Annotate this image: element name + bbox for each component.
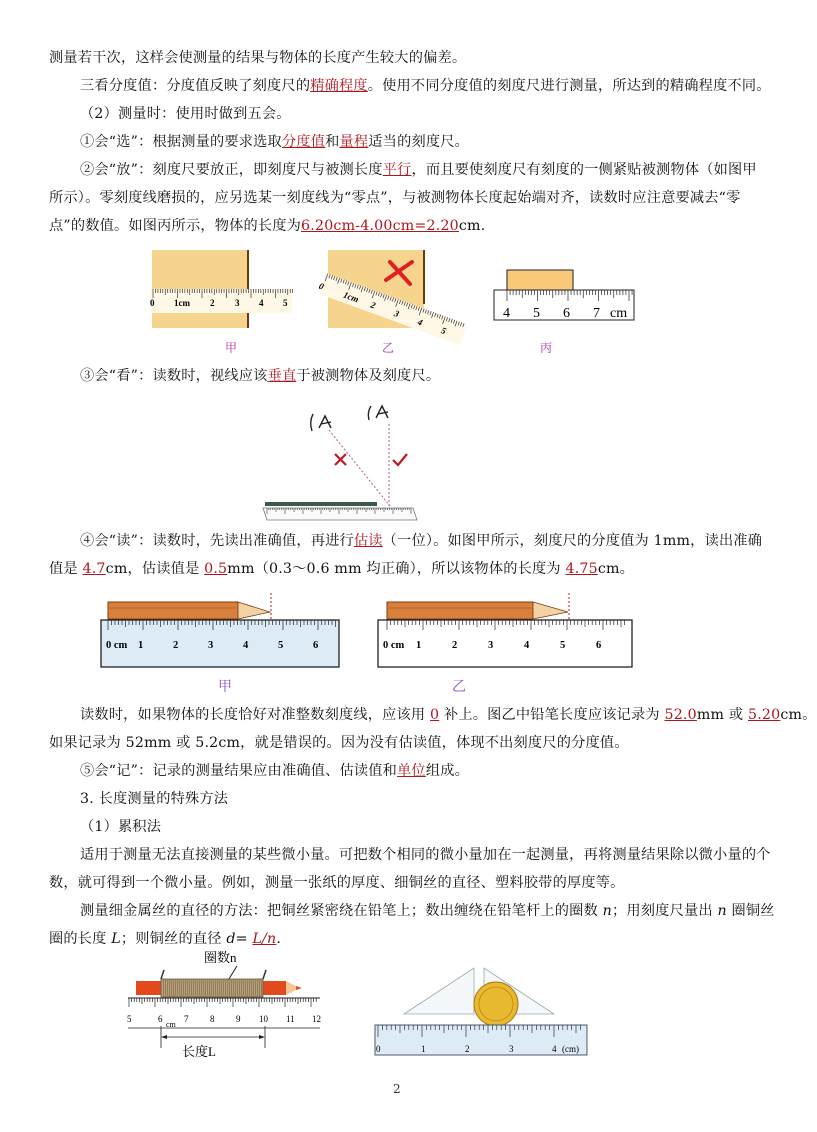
tick-label: 3	[208, 640, 214, 651]
paragraph-look	[80, 366, 752, 386]
text: =	[235, 931, 253, 947]
answer-underlined: 估读	[353, 533, 383, 549]
tick-label: 2	[369, 299, 377, 311]
paragraph-place	[80, 160, 757, 180]
tick-label: 4	[552, 1044, 557, 1054]
answer-underlined: 6.20cm-4.00cm=2.20	[301, 218, 459, 234]
figure-caption-yi: 乙	[382, 341, 395, 355]
tick-label: 3	[235, 298, 240, 308]
eye-right-icon	[368, 406, 388, 420]
subsection-heading	[80, 817, 752, 837]
answer-underlined: 单位	[397, 763, 426, 779]
text: ③会“看”：读数时，视线应该	[80, 368, 268, 384]
text: cm。	[597, 561, 635, 577]
figure-coil-wire	[124, 948, 324, 1060]
tick-label: 4	[503, 306, 510, 321]
tick-label: 12	[312, 1014, 321, 1024]
answer-underlined: 平行	[382, 162, 412, 178]
text: mm 或	[696, 707, 748, 723]
figure-pencil-reading	[98, 590, 658, 670]
text: （2）测量时：使用时做到五会。	[80, 106, 291, 122]
page-number: 2	[393, 1082, 401, 1096]
pencil-tip	[533, 602, 568, 619]
tick-label: 0	[150, 298, 155, 308]
section-heading	[80, 789, 752, 809]
tick-label: 0 cm	[383, 640, 405, 651]
tick-label: 4	[416, 316, 424, 328]
tick-label: 1cm	[174, 298, 190, 308]
correct-check-icon	[393, 454, 407, 465]
unit-label: (cm)	[562, 1044, 579, 1054]
unit-label: cm	[166, 1020, 176, 1029]
text: 测量细金属丝的直径的方法：把铜丝紧密绕在铅笔上；数出缠绕在铅笔杆上的圈数	[80, 903, 603, 919]
ruler-jia	[150, 250, 293, 328]
length-label: 长度L	[182, 1044, 216, 1059]
ruler-bing	[494, 270, 634, 321]
text: ①会“选”：根据测量的要求选取	[80, 134, 282, 150]
set-square-left	[404, 968, 474, 1014]
tick-label: 6	[158, 1014, 163, 1024]
answer-underlined: 0	[430, 707, 440, 723]
answer-underlined: 4.7	[82, 561, 106, 577]
answer-underlined: 分度值	[281, 134, 326, 150]
tick-label: 0	[317, 280, 326, 292]
tick-label: 4	[243, 640, 249, 651]
paragraph-line	[49, 48, 752, 68]
text: .	[276, 931, 282, 947]
tick-label: 0 cm	[106, 640, 128, 651]
text: 。使用不同分度值的刻度尺进行测量，所达到的精确程度不同。	[367, 78, 771, 94]
var-n: n	[717, 903, 727, 919]
tick-label: 1	[421, 1044, 426, 1054]
text: cm，估读值是	[105, 561, 205, 577]
tick-label: 0	[376, 1044, 381, 1054]
text: cm。	[780, 707, 817, 723]
tick-label: 7	[593, 306, 600, 321]
text: 组成。	[425, 763, 469, 779]
paragraph-line	[49, 929, 752, 949]
pencil-ruler-yi	[378, 593, 632, 667]
coil-label: 圈数n	[204, 950, 237, 965]
tick-label: 6	[313, 640, 319, 651]
answer-underlined: 5.20	[748, 707, 781, 723]
tick-label: 4	[259, 298, 264, 308]
text: 3. 长度测量的特殊方法	[80, 791, 229, 807]
paragraph-line	[49, 873, 752, 893]
tick-label: 6	[563, 306, 570, 321]
answer-underlined: 精确程度	[310, 78, 368, 94]
tick-label: 6	[596, 640, 602, 651]
var-d: d	[226, 931, 236, 947]
text: 和	[325, 134, 340, 150]
paragraph-wire-diameter	[80, 901, 775, 921]
paragraph-read	[80, 531, 763, 551]
coin	[474, 982, 518, 1026]
paragraph-zero-fill	[80, 705, 817, 725]
figure-ruler-placement	[150, 248, 640, 358]
tick-label: 5	[533, 306, 540, 321]
eye-left-icon	[311, 414, 331, 431]
pencil-body	[108, 602, 238, 619]
text: 值是	[49, 561, 83, 577]
tick-label: 5	[127, 1014, 132, 1024]
paragraph-choose	[80, 132, 752, 152]
paragraph-line	[49, 216, 752, 236]
oblique-sight-line	[329, 430, 390, 506]
figure-caption-yi: 乙	[452, 679, 466, 695]
tick-label: 8	[210, 1014, 215, 1024]
pencil-body	[387, 602, 533, 619]
tick-label: 5	[439, 325, 448, 337]
tick-label: 9	[236, 1014, 241, 1024]
text: 适用于测量无法直接测量的某些微小量。可把数个相同的微小量加在一起测量，再将测量结果除以微小量的个	[80, 847, 771, 863]
text: mm（0.3～0.6 mm 均正确），所以该物体的长度为	[227, 561, 566, 577]
tick-label: 1cm	[342, 289, 361, 305]
var-L: L	[111, 931, 121, 947]
measured-block	[507, 270, 573, 290]
text: ；则铜丝的直径	[120, 931, 227, 947]
text: ④会“读”：读数时，先读出准确值，再进行	[80, 533, 354, 549]
tick-label: 2	[452, 640, 458, 651]
text: 读数时，如果物体的长度恰好对准整数刻度线，应该用	[80, 707, 431, 723]
text: 如果记录为 52mm 或 5.2cm，就是错误的。因为没有估读值，体现不出刻度尺的分度值。	[49, 735, 629, 751]
paragraph-line	[49, 559, 752, 579]
pencil-tip	[238, 602, 270, 619]
text: ②会“放”：刻度尺要放正，即刻度尺与被测长度	[80, 162, 383, 178]
tick-label: 3	[509, 1044, 514, 1054]
text: 于被测物体及刻度尺。	[296, 368, 441, 384]
figure-line-of-sight	[255, 398, 425, 523]
text: 测量若干次，这样会使测量的结果与物体的长度产生较大的偏差。	[49, 50, 467, 66]
figure-caption-jia: 甲	[218, 679, 232, 695]
tick-label: 5	[278, 640, 284, 651]
text: （1）累积法	[80, 819, 162, 835]
tick-label: 4	[524, 640, 530, 651]
text: 三看分度值：分度值反映了刻度尺的	[80, 78, 311, 94]
ruler-yi	[317, 250, 467, 345]
paragraph-line	[49, 733, 752, 753]
text: cm.	[458, 218, 486, 234]
ruler	[263, 508, 417, 520]
tick-label: 2	[173, 640, 179, 651]
wrong-cross-icon	[335, 454, 346, 465]
figure-caption-jia: 甲	[225, 341, 238, 355]
text: ⑤会“记”：记录的测量结果应由准确值、估读值和	[80, 763, 398, 779]
var-n: n	[602, 903, 613, 919]
answer-underlined: 垂直	[267, 368, 297, 384]
answer-underlined: 量程	[339, 134, 369, 150]
subheading-measuring	[80, 104, 752, 124]
text: 圈的长度	[49, 931, 112, 947]
paragraph-accumulation	[80, 845, 771, 865]
text: 所示）。零刻度线磨损的，应另选某一刻度线为“零点”，与被测物体长度起始端对齐，读数时应注意要减去“零	[49, 190, 741, 206]
paragraph-line	[49, 188, 752, 208]
text: 适当的刻度尺。	[368, 134, 470, 150]
text: 点”的数值。如图丙所示，物体的长度为	[49, 218, 302, 234]
text: ；用刻度尺量出	[612, 903, 718, 919]
text: 圈铜丝	[726, 903, 775, 919]
answer-underlined: L/n	[252, 931, 277, 947]
pencil-ruler-jia	[101, 593, 339, 667]
text: 补上。图乙中铅笔长度应该记录为	[439, 707, 665, 723]
text: （一位）。如图甲所示，刻度尺的分度值为 1mm，读出准确	[382, 533, 763, 549]
figure-coin-diameter	[372, 962, 590, 1058]
text: 数，就可得到一个微小量。例如，测量一张纸的厚度、细铜丝的直径、塑料胶带的厚度等。	[49, 875, 625, 891]
tick-label: 11	[286, 1014, 295, 1024]
tick-label: 2	[465, 1044, 470, 1054]
tick-label: cm	[610, 306, 628, 321]
ruler	[101, 620, 339, 667]
tick-label: 1	[138, 640, 144, 651]
tick-label: 1	[416, 640, 422, 651]
figure-caption-bing: 丙	[540, 341, 553, 355]
tick-label: 5	[560, 640, 566, 651]
tick-label: 3	[488, 640, 494, 651]
answer-underlined: 0.5	[204, 561, 228, 577]
paragraph-division-value	[80, 76, 771, 96]
tick-label: 10	[259, 1014, 268, 1024]
answer-underlined: 52.0	[664, 707, 697, 723]
tick-label: 5	[283, 298, 288, 308]
answer-underlined: 4.75	[565, 561, 598, 577]
measured-rod	[265, 502, 377, 506]
tick-label: 7	[184, 1014, 189, 1024]
tick-label: 2	[210, 298, 215, 308]
tick-label: 3	[392, 308, 401, 320]
text: ，而且要使刻度尺有刻度的一侧紧贴被测物体（如图甲	[411, 162, 757, 178]
paragraph-record	[80, 761, 752, 781]
